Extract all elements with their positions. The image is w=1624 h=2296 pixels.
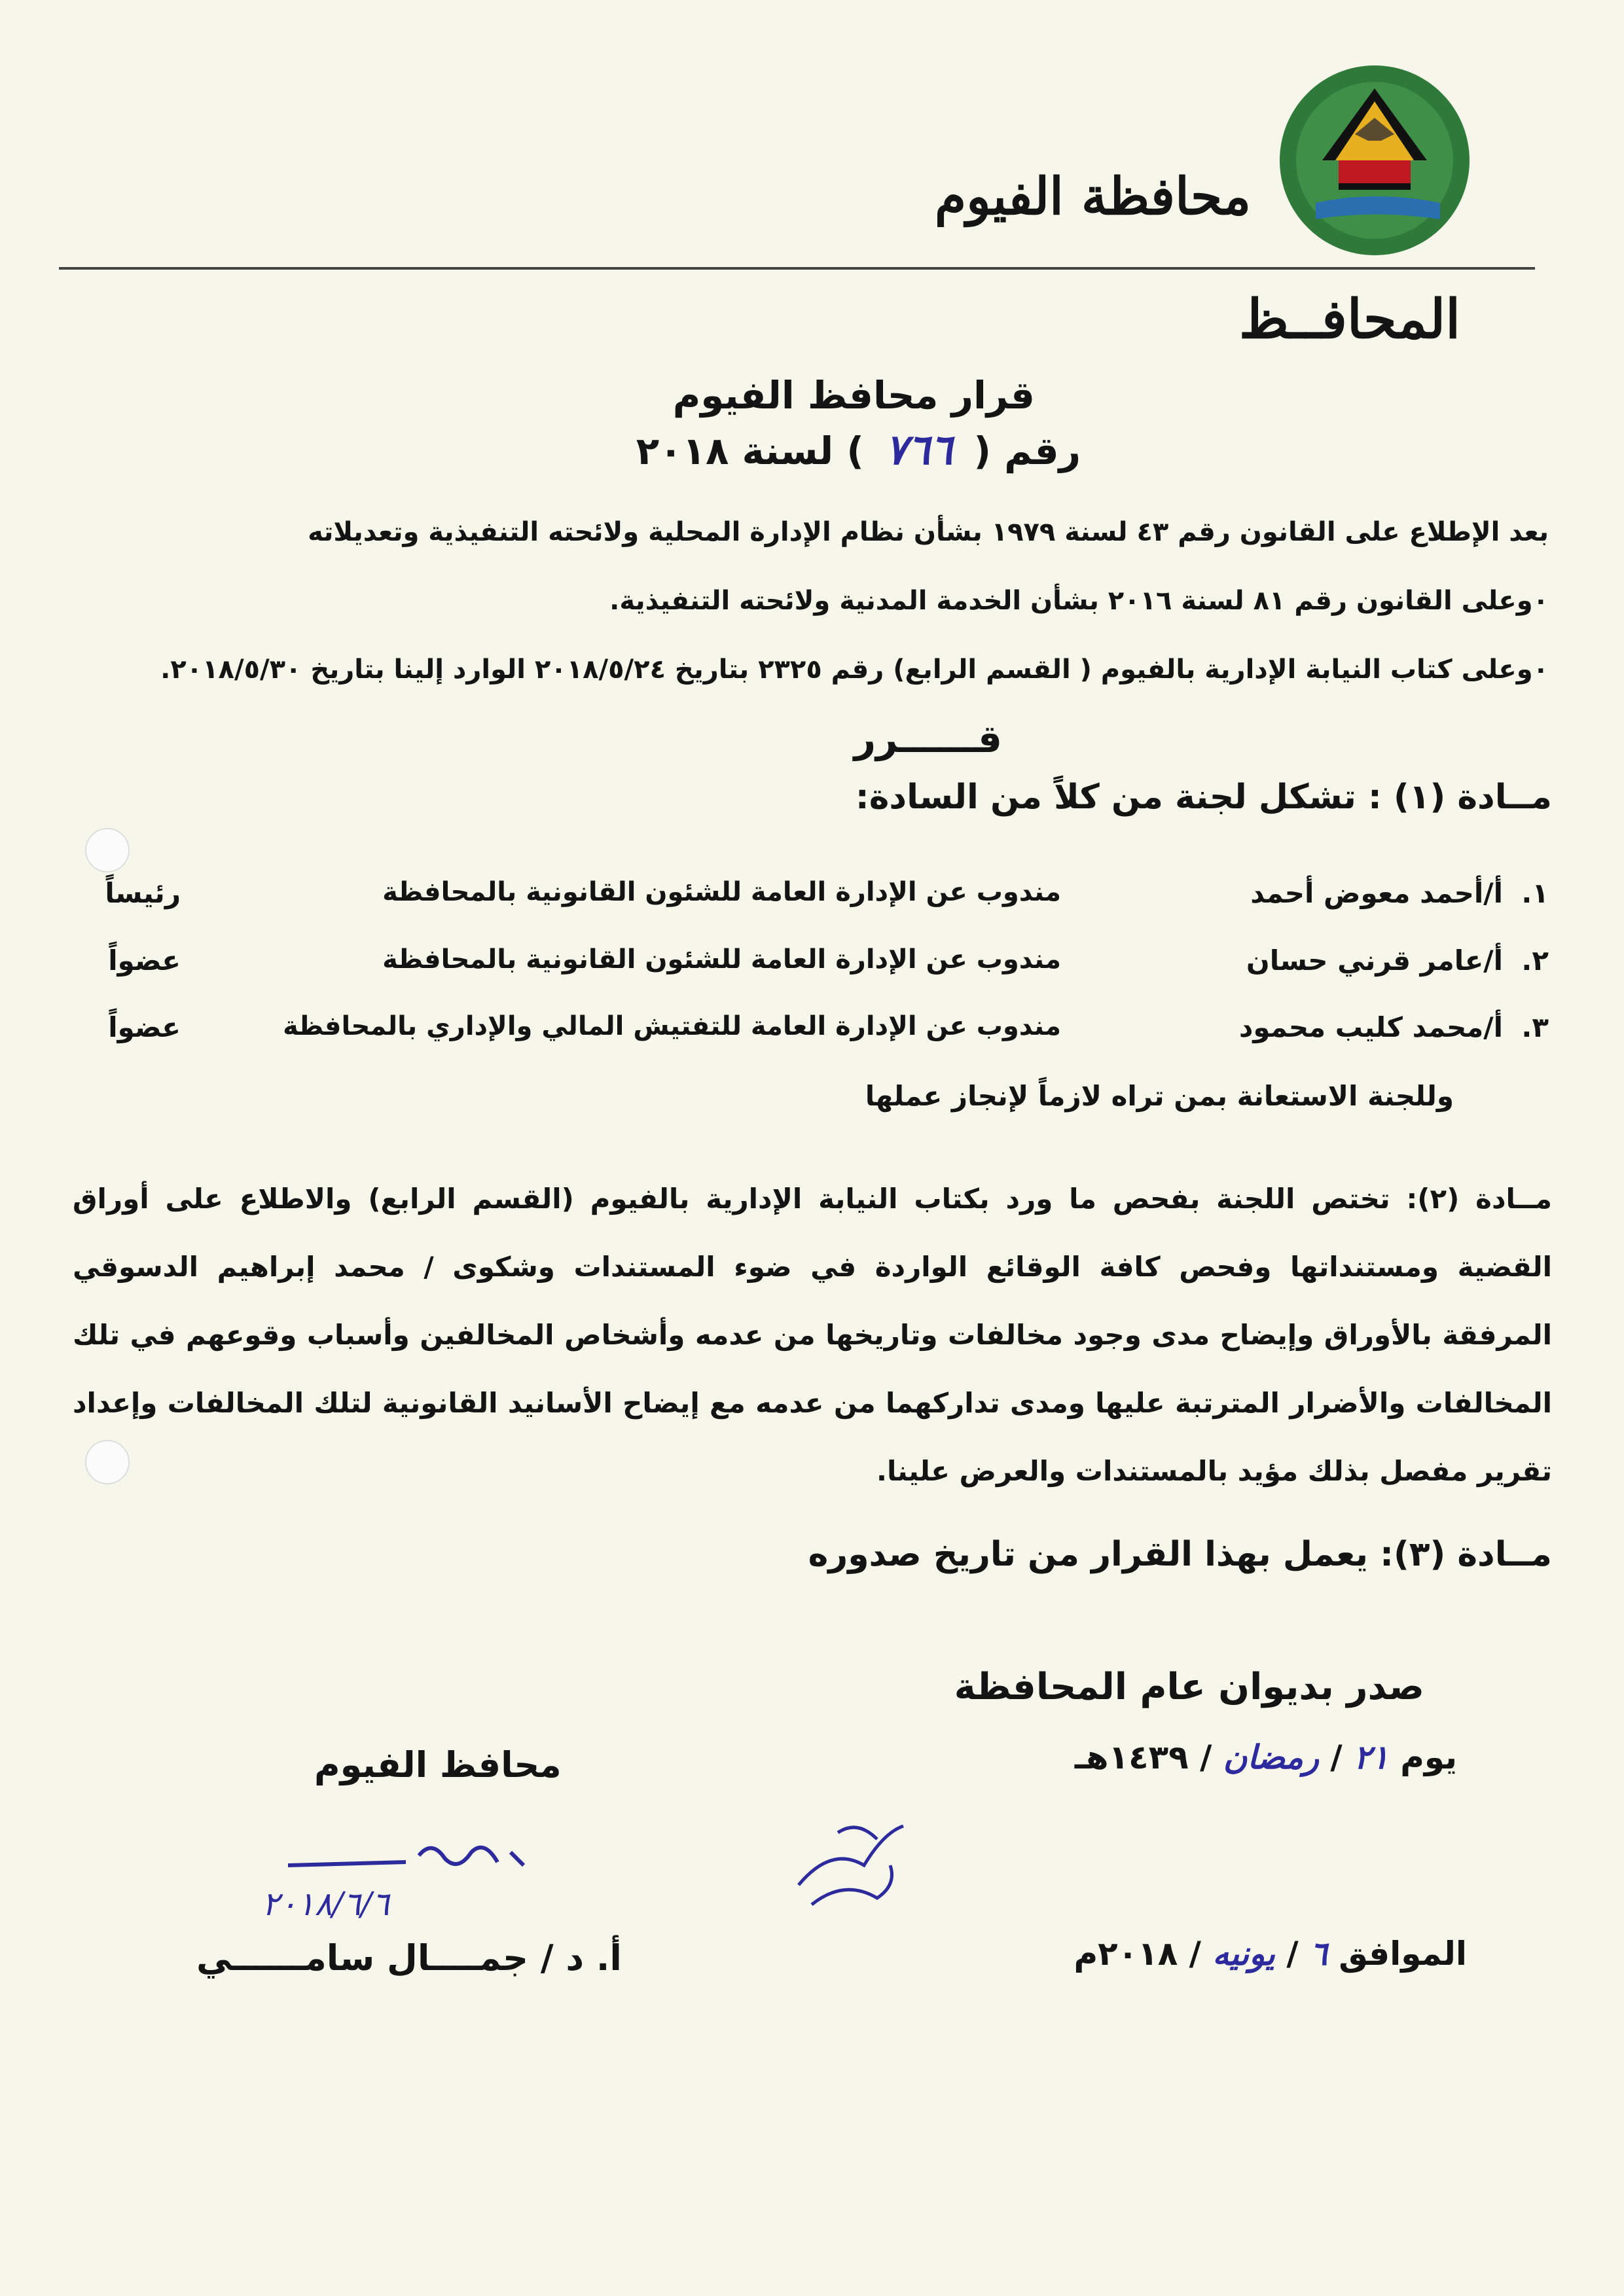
- greg-month-handwritten: يونيه: [1212, 1934, 1275, 1973]
- governor-name: أ. د / جمــــال سامــــــي: [196, 1937, 622, 1979]
- hijri-year: / ١٤٣٩هـ: [1074, 1738, 1212, 1776]
- decree-title: قرار محافظ الفيوم: [672, 373, 1035, 418]
- hijri-month-handwritten: رمضان: [1223, 1738, 1319, 1776]
- greg-prefix: الموافق: [1339, 1935, 1467, 1973]
- member-3-position: عضواً: [108, 1011, 181, 1043]
- reviewer-initials: [772, 1806, 916, 1924]
- article-2-text: مــادة (٢): تختص اللجنة بفحص ما ورد بكتاب النيابة الإدارية بالفيوم (القسم الرابع) والاطلاع على أوراق القضية ومستنداتها وفحص كافة الوقائع الواردة في ضوء المستندات وشكوى / محمد إبراهيم الدسوقي المرفقة بالأوراق وإيضاح مدى وجود مخالفات وتاريخها من عدمه وأشخاص المخالفين وأسباب وقوعهم في تلك المخالفات والأضرار المترتبة عليها ومدى تداركهما من عدمه مع إيضاح الأسانيد القانونية لتلك المخالفات وإعداد تقرير مفصل بذلك مؤيد بالمستندات والعرض علينا.: [73, 1183, 1552, 1487]
- article-3-text: مــادة (٣): يعمل بهذا القرار من تاريخ صدوره: [808, 1535, 1552, 1574]
- decree-number-handwritten: ٧٦٦: [885, 425, 953, 475]
- member-2-name: أ/عامر قرني حسان: [1246, 944, 1503, 977]
- greg-year: / ٢٠١٨م: [1074, 1935, 1201, 1973]
- gregorian-date: الموافق ٦ / يونيه / ٢٠١٨م: [1074, 1934, 1467, 1973]
- article-1-heading: مــادة (١) : تشكل لجنة من كلاً من السادة:: [855, 778, 1552, 817]
- governor-signature-date: ٢٠١٨/٦/٦: [262, 1885, 389, 1923]
- punch-hole: [85, 828, 130, 872]
- member-1-role: مندوب عن الإدارة العامة للشئون القانونية بالمحافظة: [382, 877, 1061, 907]
- preamble-line: ٠وعلى القانون رقم ٨١ لسنة ٢٠١٦ بشأن الخدمة المدنية ولائحته التنفيذية.: [609, 586, 1549, 616]
- governor-title: محافظ الفيوم: [314, 1744, 562, 1785]
- decided-heading: قــــــرر: [854, 717, 1002, 761]
- decree-number-prefix: رقم (: [973, 429, 1081, 473]
- hijri-day-handwritten: ٢١: [1354, 1738, 1389, 1776]
- hijri-date: يوم ٢١ / رمضان / ١٤٣٩هـ: [1074, 1738, 1457, 1776]
- article-1-note: وللجنة الاستعانة بمن تراه لازماً لإنجاز عملها: [865, 1080, 1454, 1112]
- member-3-name: أ/محمد كليب محمود: [1238, 1011, 1503, 1043]
- decree-number-line: [636, 425, 1081, 475]
- hijri-prefix: يوم: [1400, 1738, 1457, 1776]
- member-2-role: مندوب عن الإدارة العامة للشئون القانونية بالمحافظة: [382, 944, 1061, 975]
- fayoum-governorate-logo: [1276, 62, 1473, 259]
- member-3-role: مندوب عن الإدارة العامة للتفتيش المالي والإداري بالمحافظة: [283, 1011, 1061, 1041]
- member-2-number: ٢.: [1521, 944, 1549, 977]
- preamble-line: بعد الإطلاع على القانون رقم ٤٣ لسنة ١٩٧٩ بشأن نظام الإدارة المحلية ولائحته التنفيذية وتعديلاته: [308, 517, 1549, 547]
- member-1-number: ١.: [1521, 877, 1549, 909]
- preamble-line: ٠وعلى كتاب النيابة الإدارية بالفيوم ( القسم الرابع) رقم ٢٣٢٥ بتاريخ ٢٠١٨/٥/٢٤ الوارد إلينا بتاريخ ٢٠١٨/٥/٣٠.: [160, 655, 1549, 685]
- header-divider: [59, 267, 1535, 270]
- issued-at: صدر بديوان عام المحافظة: [954, 1666, 1424, 1708]
- member-3-number: ٣.: [1521, 1011, 1549, 1043]
- greg-day-handwritten: ٦: [1309, 1934, 1327, 1973]
- member-1-position: رئيساً: [105, 877, 181, 909]
- member-1-name: أ/أحمد معوض أحمد: [1250, 877, 1503, 909]
- punch-hole: [85, 1440, 130, 1484]
- decree-number-suffix: ) لسنة ٢٠١٨: [636, 429, 864, 473]
- office-title: المحافــظ: [1238, 288, 1460, 351]
- member-2-position: عضواً: [108, 944, 181, 977]
- governorate-name: محافظة الفيوم: [934, 167, 1251, 226]
